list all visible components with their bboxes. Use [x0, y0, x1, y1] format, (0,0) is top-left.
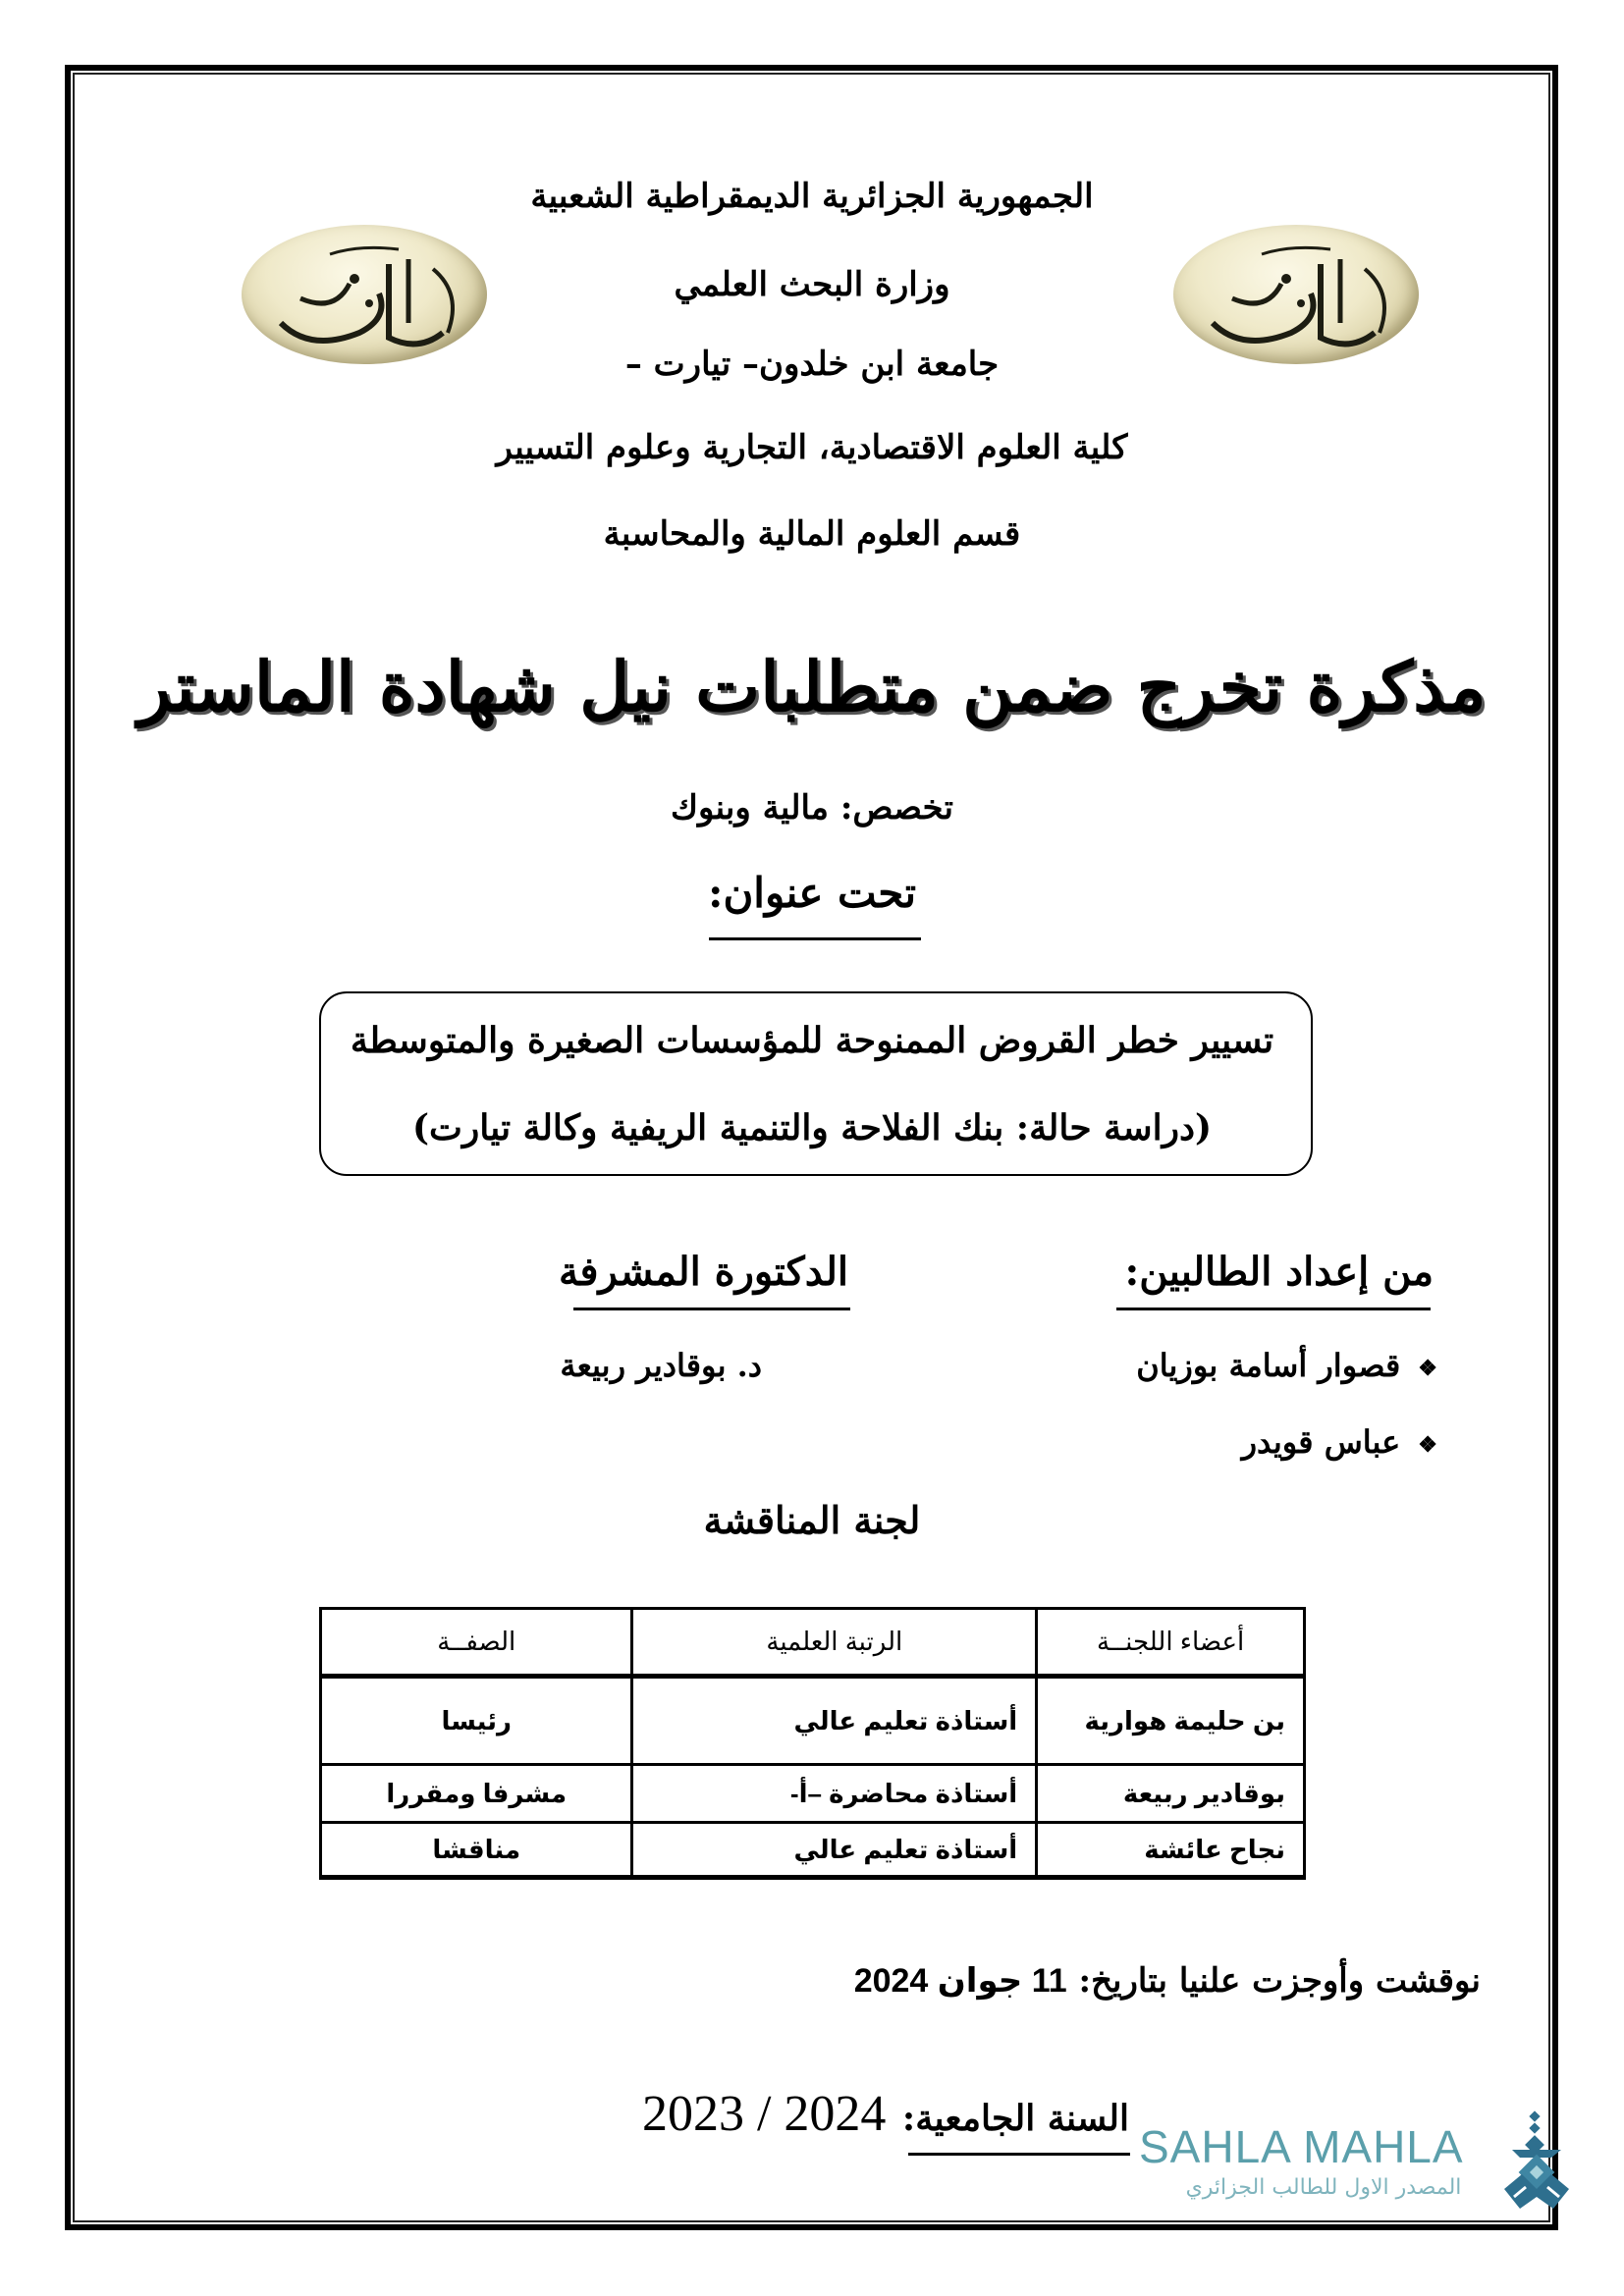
sahla-mahla-logo-icon	[1502, 2110, 1571, 2218]
supervisor-heading-underline	[573, 1308, 850, 1310]
thesis-main-title: مذكرة تخرج ضمن متطلبات نيل شهادة الماستر	[137, 646, 1487, 727]
ministry-name: وزارة البحث العلمي	[674, 265, 950, 304]
student-name: عباس قويدر	[1241, 1423, 1401, 1461]
sahla-mahla-watermark	[1139, 2110, 1571, 2218]
under-title-label: تحت عنوان:	[707, 869, 917, 917]
academic-year-label: السنة الجامعية:	[901, 2098, 1129, 2139]
member-name: بن حليمة هوارية	[1037, 1677, 1305, 1765]
member-name: بوقادير ربيعة	[1037, 1765, 1305, 1823]
watermark-title: SAHLA MAHLA	[1139, 2121, 1464, 2172]
column-header-role: الصفــة	[321, 1609, 632, 1677]
academic-year-underline	[908, 2153, 1130, 2156]
watermark-subtitle: المصدر الاول للطالب الجزائري	[1185, 2175, 1462, 2200]
faculty-name: كلية العلوم الاقتصادية، التجارية وعلوم التسيير	[496, 428, 1128, 467]
academic-year-line	[642, 2079, 1129, 2153]
student-item	[1242, 1417, 1437, 1469]
thesis-title-line-2: (دراسة حالة: بنك الفلاحة والتنمية الريفية وكالة تيارت)	[411, 1107, 1213, 1148]
supervisor-name: د. بوقادير ربيعة	[560, 1347, 762, 1384]
defense-date: 11 جوان 2024	[853, 1962, 1067, 2000]
member-role: رئيسا	[321, 1677, 632, 1765]
supervisor-heading: الدكتورة المشرفة	[558, 1249, 848, 1295]
department-name: قسم العلوم المالية والمحاسبة	[603, 514, 1021, 554]
table-row	[321, 1823, 1305, 1878]
table-row	[321, 1765, 1305, 1823]
students-heading: من إعداد الطالبين:	[1124, 1249, 1434, 1295]
table-header-row	[321, 1609, 1305, 1677]
country-name: الجمهورية الجزائرية الديمقراطية الشعبية	[530, 177, 1094, 216]
under-title-underline	[709, 937, 921, 940]
diamond-bullet-icon: ❖	[1418, 1355, 1437, 1381]
committee-table	[319, 1607, 1306, 1880]
committee-heading: لجنة المناقشة	[703, 1498, 921, 1542]
defense-date-line	[854, 1956, 1481, 2005]
member-role: مشرفا ومقررا	[321, 1765, 632, 1823]
academic-year-value: 2023 / 2024	[641, 2086, 887, 2142]
member-rank: أستاذة تعليم عالي	[632, 1677, 1037, 1765]
thesis-title-line-1: تسيير خطر القروض الممنوحة للمؤسسات الصغيرة والمتوسطة	[350, 1020, 1274, 1061]
column-header-rank: الرتبة العلمية	[632, 1609, 1037, 1677]
student-item	[1136, 1341, 1437, 1393]
students-heading-underline	[1116, 1308, 1431, 1310]
column-header-members: أعضاء اللجنــة	[1037, 1609, 1305, 1677]
university-name: جامعة ابن خلدون– تيارت –	[624, 345, 1000, 384]
member-rank: أستاذة محاضرة –أ-	[632, 1765, 1037, 1823]
student-name: قصوار أسامة بوزيان	[1136, 1347, 1401, 1384]
diamond-bullet-icon: ❖	[1418, 1431, 1437, 1458]
member-name: نجاح عائشة	[1037, 1823, 1305, 1878]
defense-label: نوقشت وأوجزت علنيا بتاريخ:	[1078, 1961, 1481, 2001]
member-role: مناقشا	[321, 1823, 632, 1878]
table-row	[321, 1677, 1305, 1765]
member-rank: أستاذة تعليم عالي	[632, 1823, 1037, 1878]
specialization: تخصص: مالية وبنوك	[671, 788, 953, 828]
